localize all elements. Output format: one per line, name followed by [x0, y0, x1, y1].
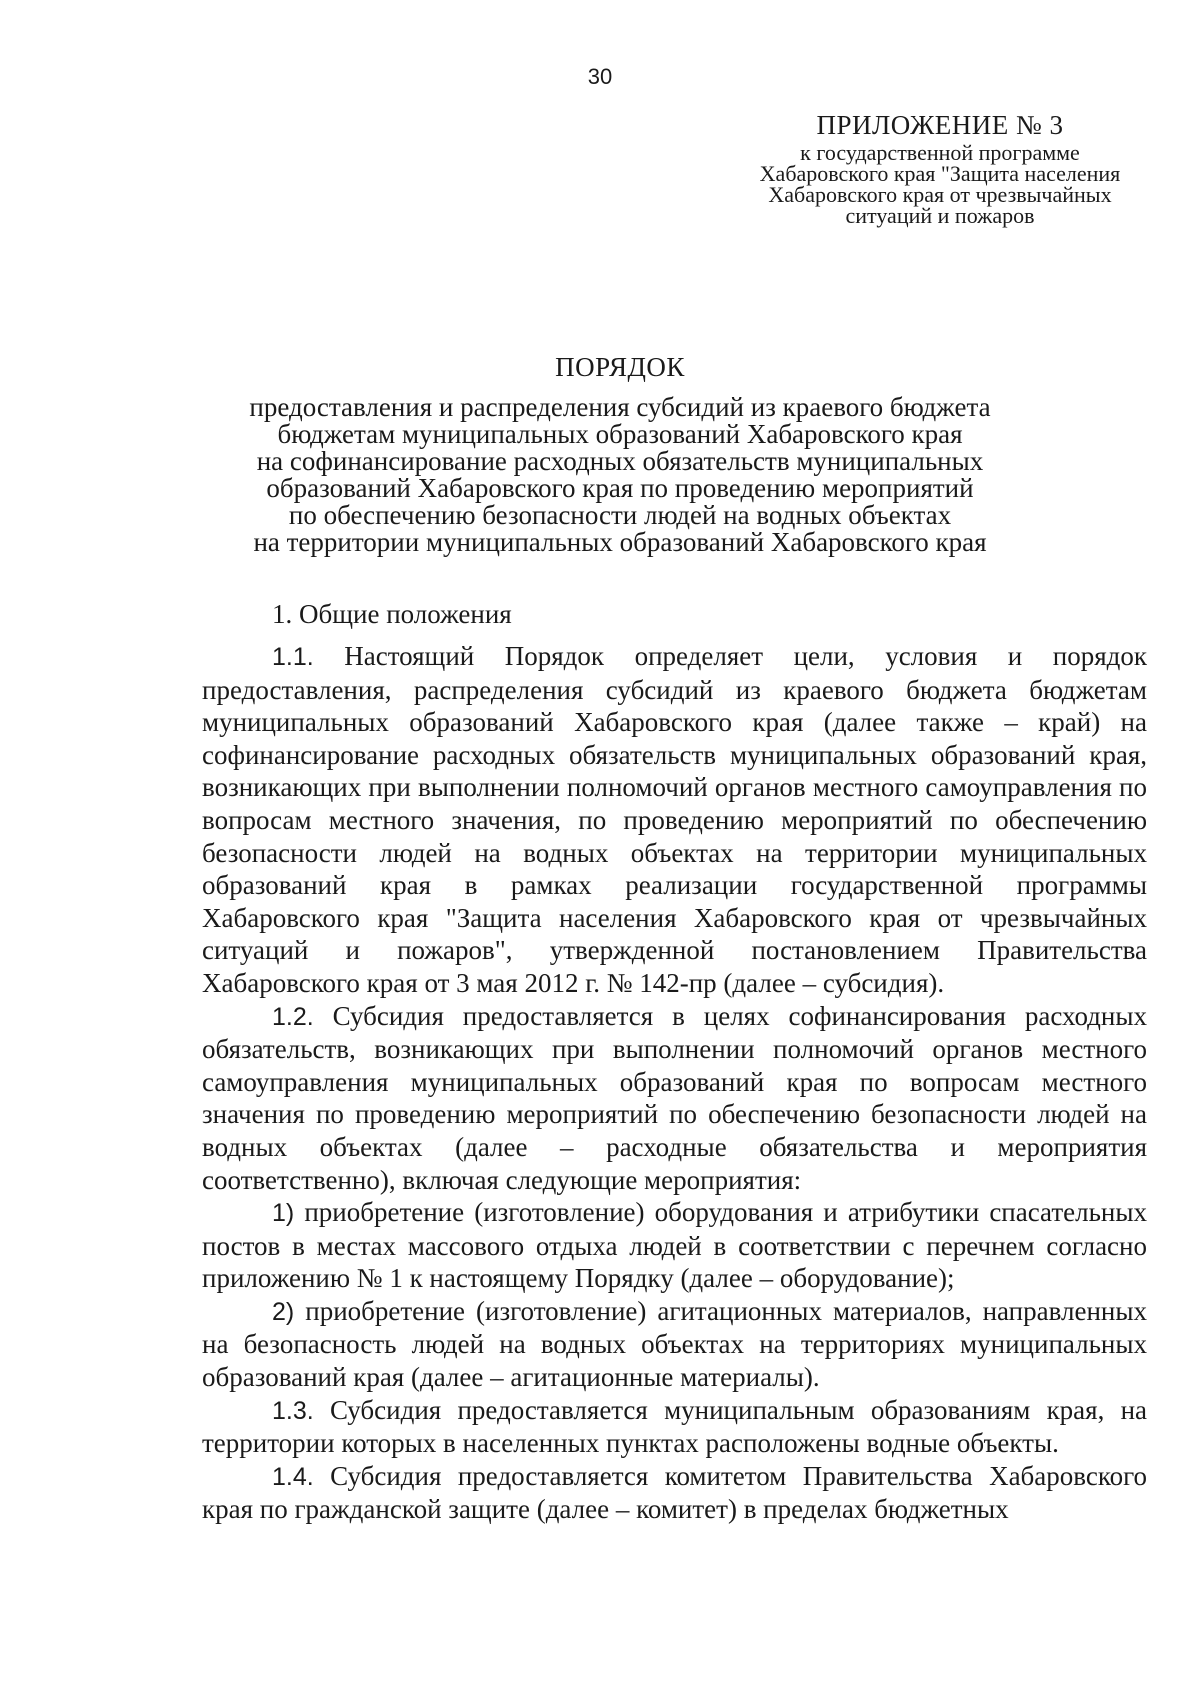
- paragraph-1-4: [202, 1460, 1147, 1526]
- appendix-line: Хабаровского края от чрезвычайных: [768, 182, 1112, 207]
- document-title-line: на софинансирование расходных обязательств муниципальных: [256, 446, 984, 476]
- paragraph-text: Субсидия предоставляется в целях софинансирования расходных обязательств, возникающих при выполнении полномочий органов местного самоуправления муниципальных образований края по вопросам местного значения по проведению мероприятий по обеспечению безопасности людей на водных объектах (далее – расходные обязательства и мероприятия соответственно), включая следующие мероприятия:: [202, 1000, 1147, 1195]
- document-title-line: бюджетам муниципальных образований Хабаровского края: [277, 419, 963, 449]
- paragraph-text: Субсидия предоставляется комитетом Правительства Хабаровского края по гражданской защите (далее – комитет) в пределах бюджетных: [202, 1460, 1147, 1525]
- list-item-2: [202, 1295, 1147, 1394]
- document-title-main: ПОРЯДОК: [555, 352, 685, 382]
- list-item-text: приобретение (изготовление) оборудования и атрибутики спасательных постов в местах массового отдыха людей в соответствии с перечнем согласно приложению № 1 к настоящему Порядку (далее – оборудование);: [202, 1197, 1147, 1294]
- appendix-line: ситуаций и пожаров: [845, 203, 1035, 228]
- appendix-line: к государственной программе: [800, 140, 1080, 165]
- list-item-number: 2): [272, 1297, 295, 1326]
- document-body: [202, 640, 1147, 1526]
- paragraph-number: 1.1.: [272, 643, 314, 671]
- document-title-line: образований Хабаровского края по проведению мероприятий: [266, 473, 974, 503]
- section-heading: 1. Общие положения: [272, 599, 512, 629]
- list-item-1: [202, 1196, 1147, 1295]
- appendix-header: [730, 108, 1150, 226]
- document-title-line: предоставления и распределения субсидий из краевого бюджета: [249, 392, 991, 422]
- paragraph-1-3: [202, 1394, 1147, 1460]
- list-item-text: приобретение (изготовление) агитационных материалов, направленных на безопасность людей на водных объектах на территориях муниципальных образований края (далее – агитационные материалы).: [202, 1295, 1147, 1393]
- paragraph-number: 1.2.: [272, 1002, 314, 1031]
- paragraph-1-2: [202, 1000, 1147, 1197]
- document-title-line: на территории муниципальных образований Хабаровского края: [253, 527, 987, 557]
- paragraph-number: 1.4.: [272, 1462, 314, 1491]
- paragraph-number: 1.3.: [272, 1396, 314, 1425]
- paragraph-1-1: [202, 640, 1147, 1000]
- paragraph-text: Настоящий Порядок определяет цели, условия и порядок предоставления, распределения субсидий из краевого бюджета бюджетам муниципальных образований Хабаровского края (далее также – край) на софинансирование расходных обязательств муниципальных образований края, возникающих при выполнении полномочий органов местного самоуправления по вопросам местного значения, по проведению мероприятий по обеспечению безопасности людей на водных объектах на территории муниципальных образований края в рамках реализации государственной программы Хабаровского края "Защита населения Хабаровского края от чрезвычайных ситуаций и пожаров", утвержденной постановлением Правительства Хабаровского края от 3 мая 2012 г. № 142-пр (далее – субсидия).: [202, 641, 1147, 998]
- page-number: 30: [587, 64, 613, 89]
- appendix-title: ПРИЛОЖЕНИЕ № 3: [816, 110, 1064, 140]
- paragraph-text: Субсидия предоставляется муниципальным образованиям края, на территории которых в населенных пунктах расположены водные объекты.: [202, 1394, 1148, 1459]
- document-title-line: по обеспечению безопасности людей на водных объектах: [288, 500, 952, 530]
- appendix-line: Хабаровского края "Защита населения: [759, 161, 1121, 186]
- document-title: [220, 350, 1020, 556]
- list-item-number: 1): [272, 1199, 295, 1228]
